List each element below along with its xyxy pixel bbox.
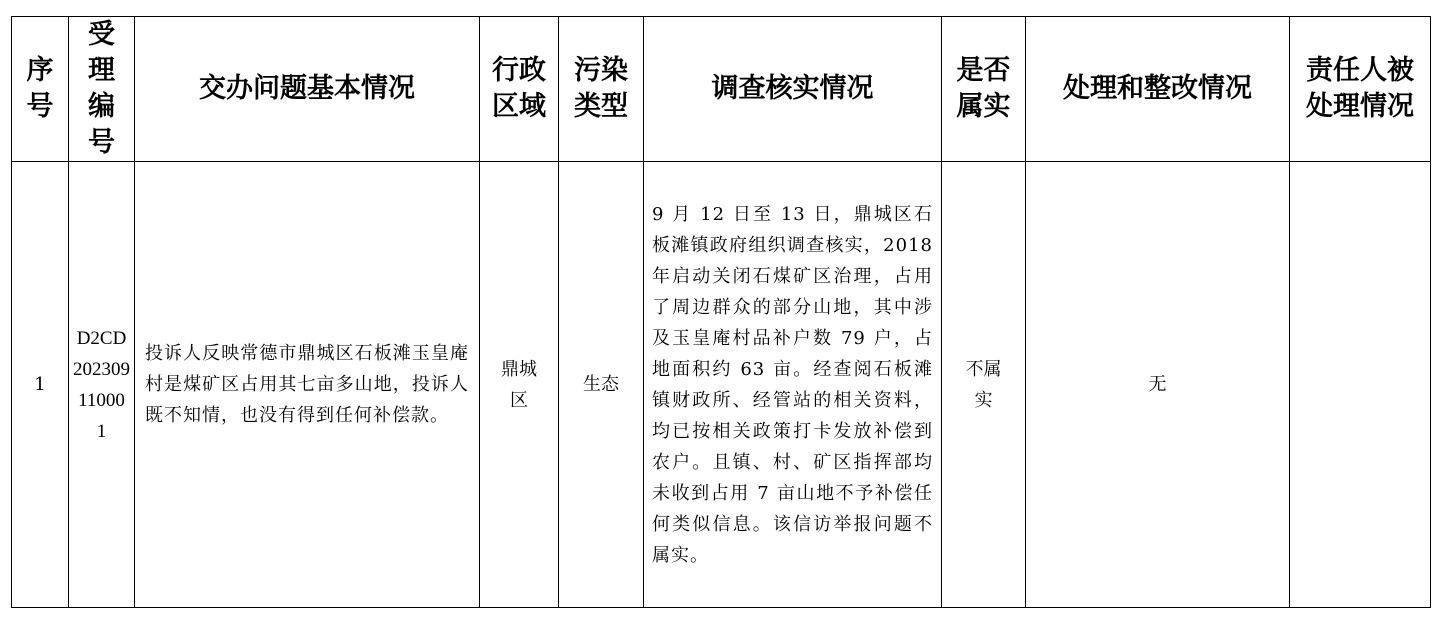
header-index: 序号 — [12, 17, 69, 162]
cell-case-id — [69, 162, 135, 608]
header-investigation: 调查核实情况 — [644, 17, 942, 162]
header-is-true: 是否属实 — [942, 17, 1026, 162]
cell-responsible-handling — [1290, 162, 1431, 608]
header-case-id: 受理编号 — [69, 17, 135, 162]
cell-handling: 无 — [1026, 162, 1290, 608]
header-issue: 交办问题基本情况 — [135, 17, 480, 162]
cell-issue — [135, 162, 480, 608]
investigation-text: 9 月 12 日至 13 日，鼎城区石板滩镇政府组织调查核实，2018 年启动关闭石煤矿区治理，占用了周边群众的部分山地，其中涉及玉皇庵村品补户数 79 户，占地面积约 63 亩。经查阅石板滩镇财政所、经管站的相关资料，均已按相关政策打卡发放补偿到农户。且镇、村、矿区指挥部均未收到占用 7 亩山地不予补偿任何类似信息。该信访举报问题不属实。 — [652, 203, 933, 566]
report-table — [11, 16, 1431, 608]
cell-district — [480, 162, 559, 608]
header-handling: 处理和整改情况 — [1026, 17, 1290, 162]
table-header-row — [12, 17, 1431, 162]
issue-text: 投诉人反映常德市鼎城区石板滩玉皇庵村是煤矿区占用其七亩多山地，投诉人既不知情，也没有得到任何补偿款。 — [145, 343, 469, 426]
table-row — [12, 162, 1431, 608]
case-id-text: D2CD20230911000 1 — [73, 327, 130, 442]
district-text: 鼎城区 — [501, 358, 537, 411]
header-district: 行政区域 — [480, 17, 559, 162]
header-pollution-type: 污染类型 — [559, 17, 644, 162]
cell-is-true — [942, 162, 1026, 608]
is-true-text: 不属实 — [965, 358, 1002, 411]
cell-pollution-type: 生态 — [559, 162, 644, 608]
cell-index: 1 — [12, 162, 69, 608]
cell-investigation — [644, 162, 942, 608]
header-responsible-handling: 责任人被处理情况 — [1290, 17, 1431, 162]
